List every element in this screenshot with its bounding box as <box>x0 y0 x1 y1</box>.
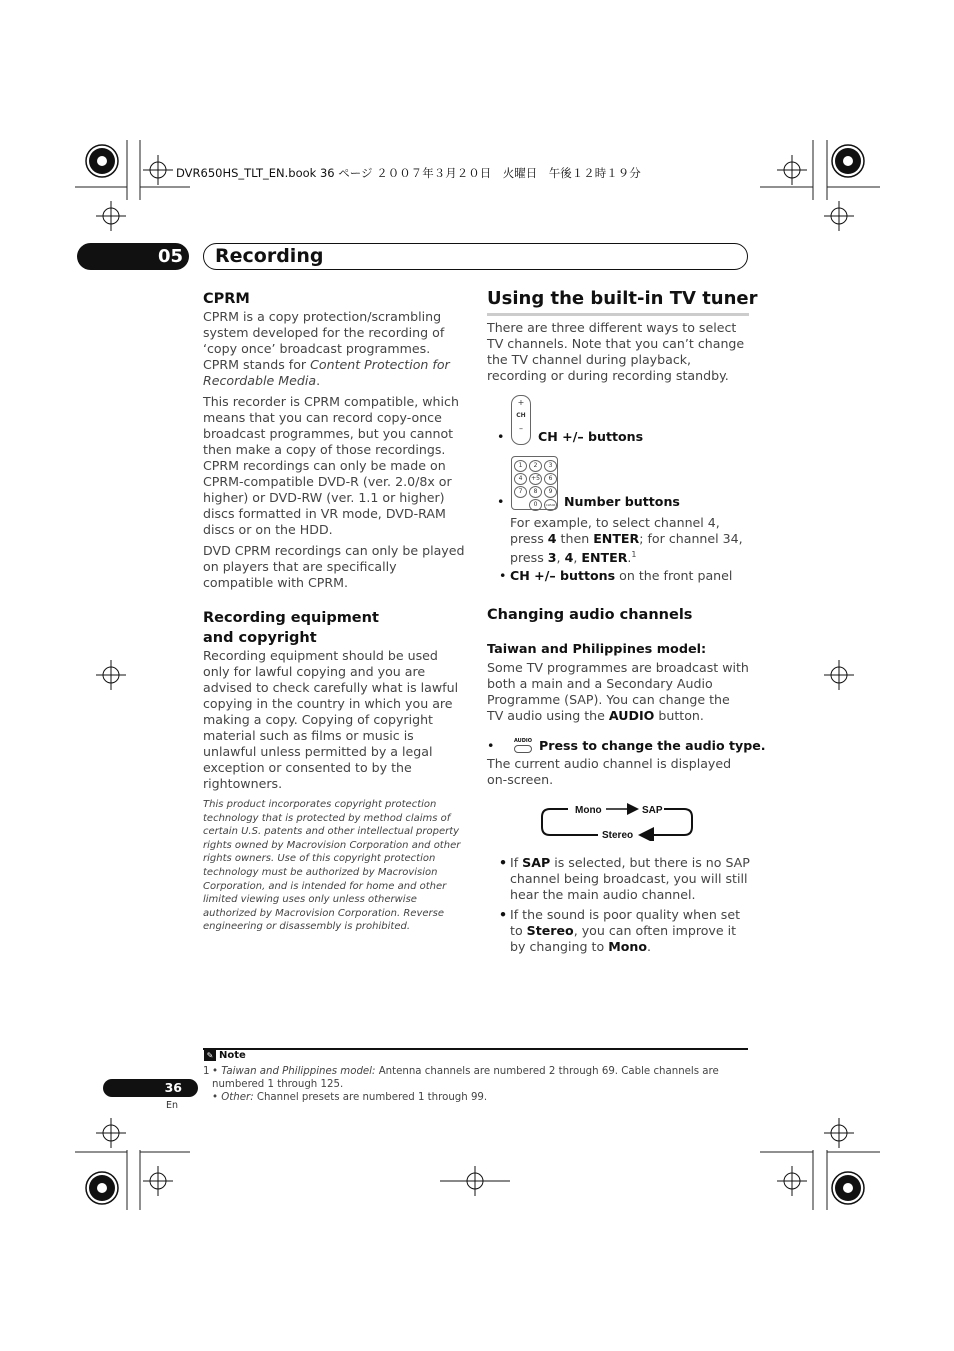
recording-equipment-paragraph: Recording equipment should be used only for lawful copying and you are advised to check carefully what is lawful copying in the country in which you are making a copy. Copying of copyright material such as films or music is unlawful unless permitted by a legal exception or consented to by the rightowners. <box>203 648 459 791</box>
key-3: 3 <box>547 550 557 566</box>
registration-starburst-icon <box>86 145 118 177</box>
note-1-text: Antenna channels are numbered 2 through 69. Cable channels are numbered 1 through 125. <box>212 1066 719 1090</box>
bullet-dot: • <box>487 738 495 753</box>
note-bullet: • <box>212 1066 219 1077</box>
chapter-title: Recording <box>215 245 324 267</box>
note-icon: ✎ <box>204 1050 216 1061</box>
press-audio-text: Press to change the audio type. <box>539 738 766 753</box>
model-paragraph <box>487 660 749 724</box>
changing-audio-heading: Changing audio channels <box>487 607 693 623</box>
note-number: 1 <box>203 1066 210 1077</box>
sap-bold: SAP <box>522 855 551 870</box>
cprm-paragraph-3: DVD CPRM recordings can only be played on players that are specifically compatible with CPRM. <box>203 543 465 590</box>
numpad-key: 9 <box>544 486 557 498</box>
cprm-text: CPRM is a copy protection/scrambling system developed for the recording of ‘copy once’ broadcast programmes. CPRM stands for <box>203 309 445 372</box>
numpad-key: 1 <box>514 460 527 472</box>
mono-bold: Mono <box>608 939 647 954</box>
note-bullet: • <box>212 1092 219 1103</box>
numpad-key: CLEAR <box>544 499 557 511</box>
example-text: then <box>556 531 594 546</box>
note-1-italic: Taiwan and Philippines model: <box>221 1066 376 1077</box>
bullet-dot: • <box>499 855 508 870</box>
key-enter: ENTER <box>593 531 640 546</box>
sap-text: is selected, but there is no SAP channel being broadcast, you will still hear the main audio channel. <box>510 855 750 902</box>
numpad-key: 7 <box>514 486 527 498</box>
footnote-ref: 1 <box>631 550 637 559</box>
key-enter: ENTER <box>581 550 628 566</box>
note-2-italic: Other: <box>221 1092 254 1103</box>
note-2 <box>212 1091 752 1104</box>
bullet-dot: • <box>497 429 505 444</box>
bullet-dot: • <box>499 568 507 583</box>
audio-key: AUDIO <box>608 708 655 723</box>
note-1 <box>203 1065 751 1091</box>
comma: , <box>556 550 565 566</box>
numpad-key: 2 <box>529 460 542 472</box>
current-audio-text: The current audio channel is displayed on-screen. <box>487 756 732 787</box>
registration-starburst-icon <box>86 1172 118 1204</box>
bullet-stereo <box>499 907 750 955</box>
note-2-text: Channel presets are numbered 1 through 99. <box>253 1092 488 1103</box>
intro-paragraph: There are three different ways to select TV channels. Note that you can’t change the TV channel during playback, recording or during recording standby. <box>487 320 745 383</box>
number-keypad-icon <box>511 456 558 510</box>
example-text: For example, to select channel 4, press <box>510 515 720 546</box>
bullet-dot: • <box>499 907 508 922</box>
channel-example <box>510 515 750 566</box>
model-heading: Taiwan and Philippines model: <box>487 642 707 657</box>
bullet-front-panel <box>499 568 733 584</box>
chapter-number-tab: 05 <box>77 243 189 270</box>
note-label: Note <box>219 1050 246 1061</box>
stereo-text: , you can often improve it by changing to <box>510 923 737 954</box>
audio-cycle-diagram <box>538 801 698 841</box>
ch-button-icon <box>511 395 531 445</box>
numpad-key: +5 <box>529 473 542 485</box>
cprm-heading: CPRM <box>203 291 250 307</box>
numpad-key: 4 <box>514 473 527 485</box>
page-number: 36 <box>103 1079 198 1097</box>
bullet-number-label: Number buttons <box>564 494 680 509</box>
numpad-key: 6 <box>544 473 557 485</box>
recording-equipment-heading: Recording equipment and copyright <box>203 610 379 646</box>
period: . <box>316 373 321 388</box>
registration-starburst-icon <box>832 145 864 177</box>
bullet-ch-buttons <box>497 429 644 445</box>
macrovision-fine-print: This product incorporates copyright protection technology that is protected by method claims of certain U.S. patents and other intellectual property rights owned by Macrovision Corporation and other rights owners. Use of this copyright protection technology must be authorized by Macrovision Corporation, and is intended for home and other limited viewing uses only unless otherwise authorized by Macrovision Corporation. Reverse engineering or disassembly is prohibited. <box>203 799 461 933</box>
note-rule <box>203 1048 748 1050</box>
model-text: Some TV programmes are broadcast with both a main and a Secondary Audio Programme (SAP). You can change the TV audio using the <box>487 660 749 723</box>
cycle-mono: Mono <box>575 805 602 816</box>
ch-plus: + <box>517 398 525 407</box>
front-panel-bold: CH +/– buttons <box>510 568 616 583</box>
front-panel-rest: on the front panel <box>615 568 733 583</box>
ch-label: CH <box>516 412 526 419</box>
numpad-key: 0 <box>529 499 542 511</box>
front-panel-text <box>510 568 732 584</box>
stereo-text: If the sound is poor quality when set to <box>510 907 741 938</box>
stereo-bold: Stereo <box>526 923 574 938</box>
ch-minus: – <box>519 424 523 433</box>
section-title: Using the built-in TV tuner <box>487 288 758 309</box>
bullet-dot: • <box>497 494 505 509</box>
numpad-key <box>514 499 527 511</box>
audio-icon-label: AUDIO <box>513 738 533 744</box>
comma: , <box>573 550 578 566</box>
period: . <box>647 939 652 954</box>
example-text: ; for channel 34, press <box>510 531 743 566</box>
section-title-rule <box>487 313 749 316</box>
left-column <box>203 289 465 934</box>
numpad-key: 8 <box>529 486 542 498</box>
period: . <box>627 550 632 566</box>
print-header: DVR650HS_TLT_EN.book 36 ページ ２００７年３月２０日 火曜日 午後１２時１９分 <box>176 166 641 180</box>
page-language: En <box>166 1100 179 1111</box>
bullet-press-audio <box>487 738 494 754</box>
cprm-expansion: Content Protection for Recordable Media <box>203 357 450 388</box>
bullet-sap <box>499 855 750 903</box>
cycle-stereo: Stereo <box>602 830 634 841</box>
registration-starburst-icon <box>832 1172 864 1204</box>
sap-text: If <box>510 855 523 870</box>
model-text: button. <box>654 708 704 723</box>
key-4: 4 <box>547 531 557 546</box>
numpad-key: 3 <box>544 460 557 472</box>
key-4: 4 <box>564 550 574 566</box>
cprm-paragraph-2: This recorder is CPRM compatible, which means that you can record copy-once broadcast programmes, but you cannot then make a copy of those recordings. CPRM recordings can only be made on CPRM-compatible DVD-R (ver. 2.0/8x or higher) or DVD-RW (ver. 1.1 or higher) discs formatted in VR mode, DVD-RAM discs or on the HDD. <box>203 394 459 537</box>
cprm-paragraph-1 <box>203 309 465 389</box>
audio-button-icon <box>512 738 534 755</box>
note-header <box>204 1050 246 1061</box>
bullet-ch-label: CH +/– buttons <box>538 429 644 444</box>
cycle-sap: SAP <box>642 805 663 816</box>
